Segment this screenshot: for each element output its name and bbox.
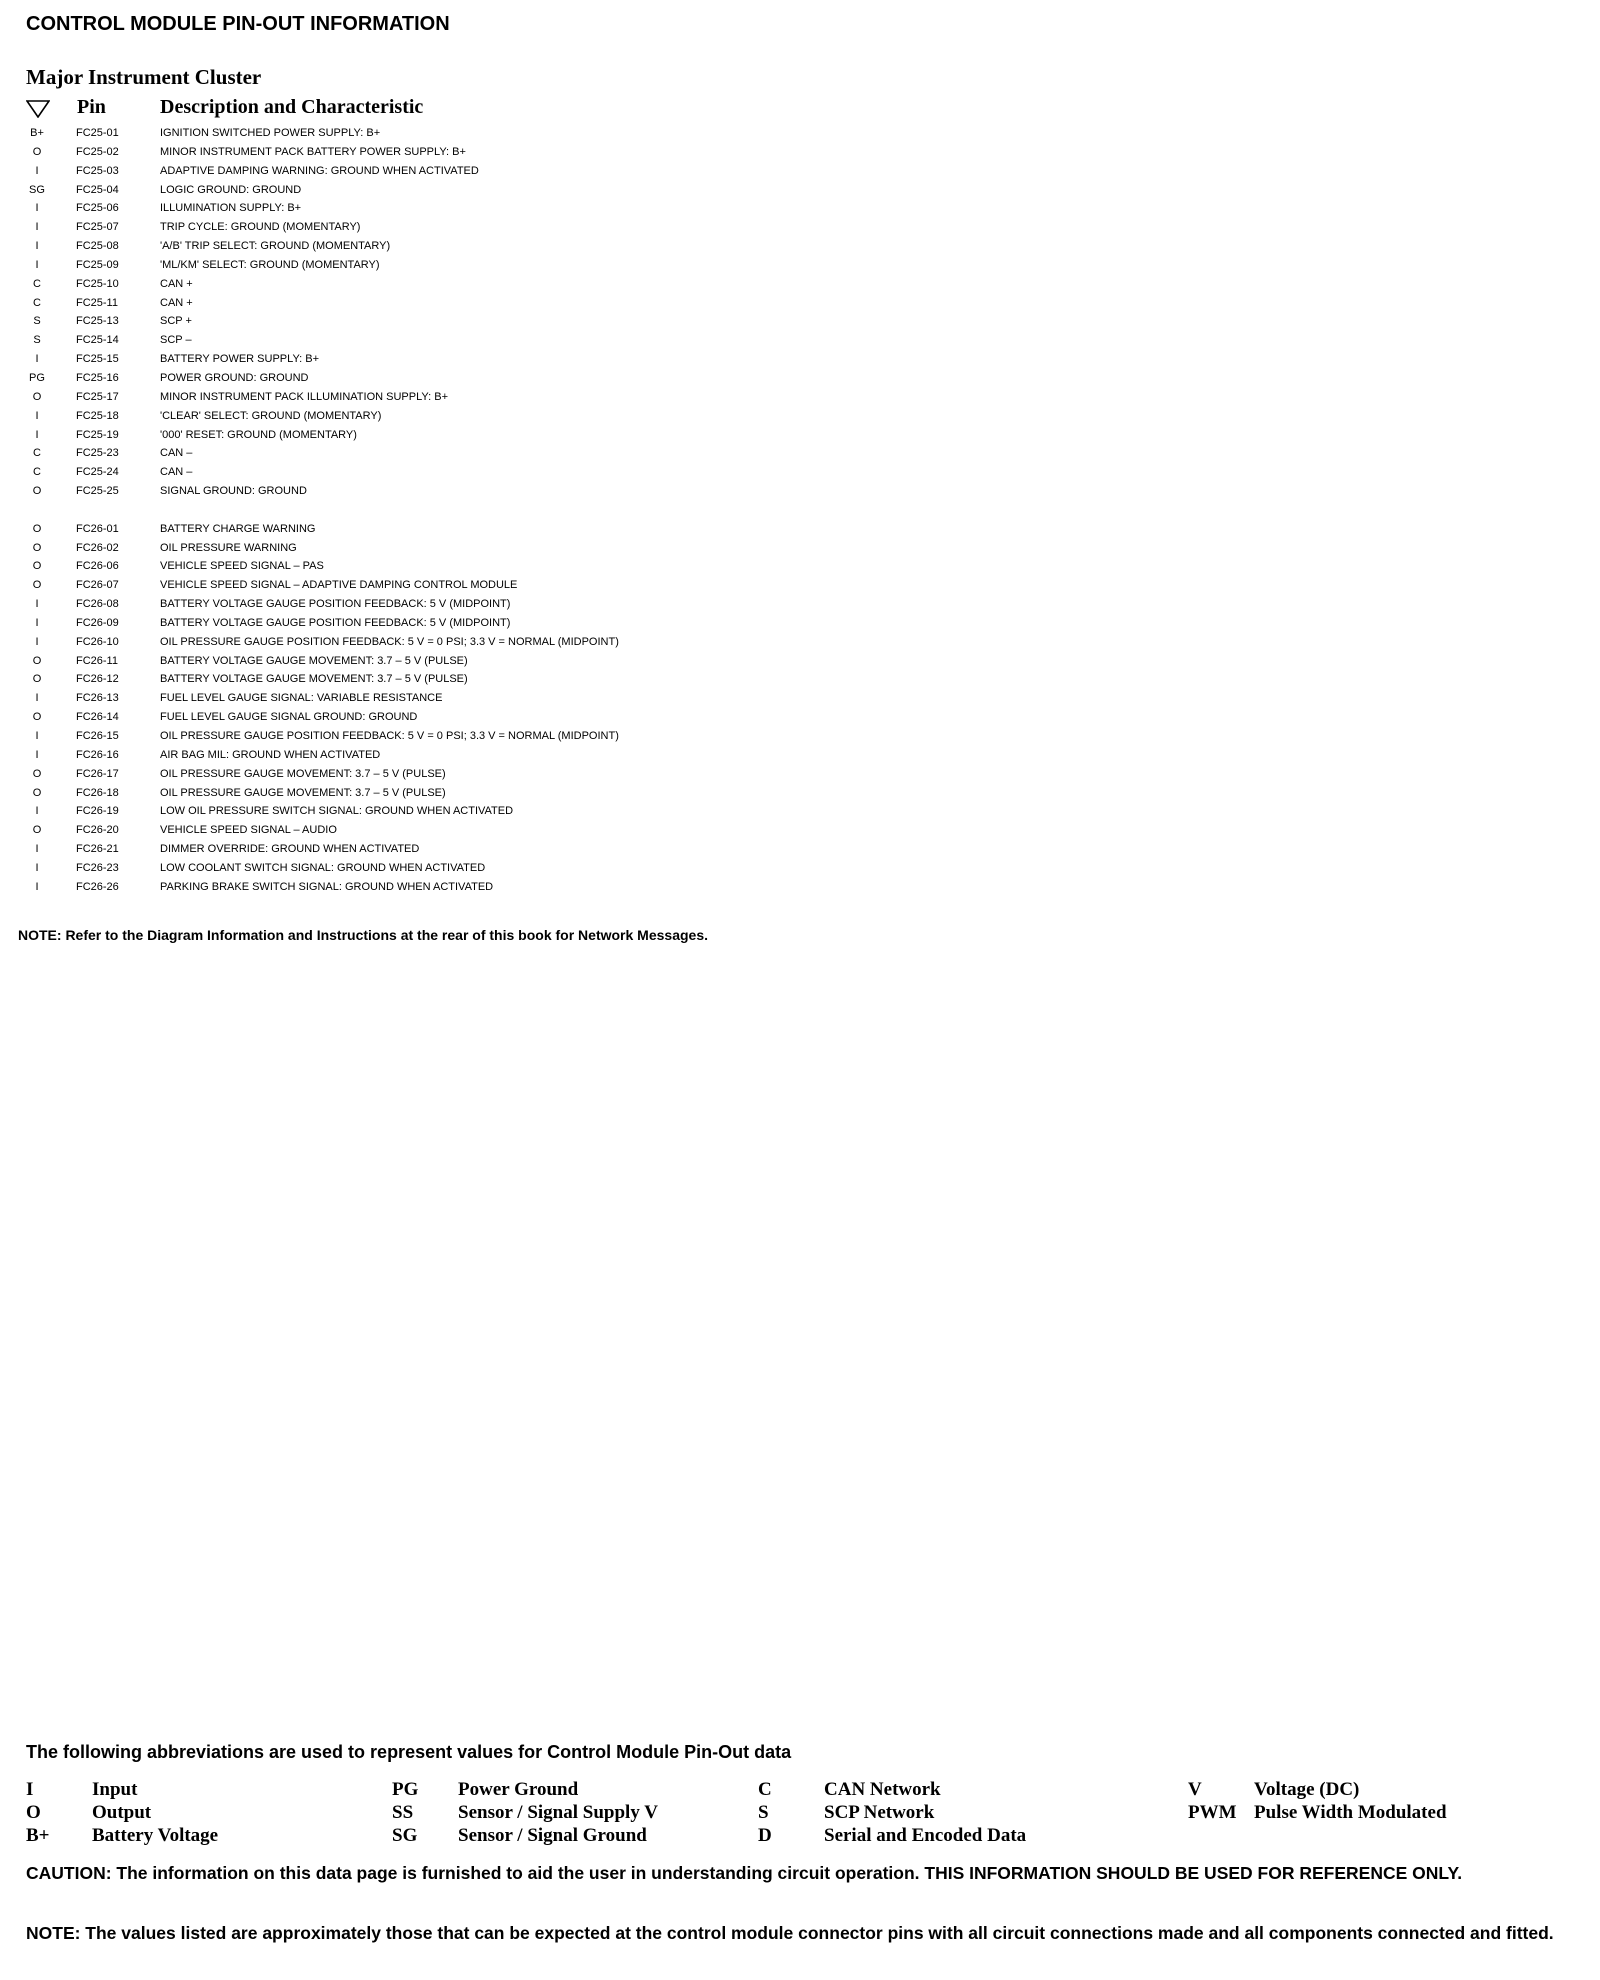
table-row — [0, 821, 760, 840]
pin-number: FC25-15 — [76, 353, 119, 366]
pin-type: S — [33, 334, 41, 347]
pinout-table — [0, 124, 760, 897]
pin-description: 'CLEAR' SELECT: GROUND (MOMENTARY) — [160, 409, 382, 422]
table-row — [0, 539, 760, 558]
pin-type: I — [35, 880, 39, 893]
page-title: CONTROL MODULE PIN-OUT INFORMATION — [26, 13, 450, 35]
pin-type: O — [32, 579, 42, 592]
table-row — [0, 520, 760, 539]
pin-type: C — [33, 466, 41, 479]
pin-type: PG — [29, 371, 45, 384]
pin-type: I — [35, 805, 39, 818]
table-row — [0, 727, 760, 746]
pin-type: I — [35, 730, 39, 742]
pin-number: FC26-23 — [76, 861, 119, 874]
pin-number: FC25-08 — [76, 240, 119, 253]
pin-description: MINOR INSTRUMENT PACK ILLUMINATION SUPPLY: B+ — [160, 390, 448, 403]
pin-description: '000' RESET: GROUND (MOMENTARY) — [160, 428, 357, 441]
abbreviation-meaning: Voltage (DC) — [1254, 1779, 1360, 1800]
table-row — [0, 388, 760, 407]
abbreviation-meaning: Pulse Width Modulated — [1254, 1802, 1447, 1823]
abbreviation-code: D — [758, 1825, 772, 1846]
abbreviation-code: C — [758, 1779, 772, 1800]
pin-number: FC26-20 — [76, 824, 119, 837]
pin-number: FC26-08 — [76, 598, 119, 611]
pin-number: FC26-10 — [76, 635, 119, 648]
pin-number: FC25-14 — [76, 334, 119, 347]
pin-number: FC26-02 — [76, 541, 119, 554]
table-row — [0, 463, 760, 482]
pin-type: O — [32, 390, 42, 403]
table-row — [0, 312, 760, 331]
column-header-description: Description and Characteristic — [160, 96, 424, 118]
caution-text: CAUTION: The information on this data page is furnished to aid the user in understanding circuit operation. THIS INFORMATION SHOULD BE USED FOR REFERENCE ONLY. — [26, 1863, 1463, 1883]
table-row — [0, 482, 760, 501]
pin-type: O — [32, 485, 42, 498]
pin-number: FC26-13 — [76, 692, 119, 705]
pin-type: C — [33, 277, 41, 290]
table-row — [0, 859, 760, 878]
pin-type: C — [33, 296, 41, 309]
pin-type: I — [35, 616, 39, 629]
pin-description: BATTERY VOLTAGE GAUGE POSITION FEEDBACK: 5 V (MIDPOINT) — [160, 598, 511, 611]
table-row — [0, 162, 760, 181]
pin-description: BATTERY POWER SUPPLY: B+ — [160, 353, 320, 366]
table-row — [0, 802, 760, 821]
table-row — [0, 426, 760, 445]
table-row — [0, 878, 760, 897]
pin-description: OIL PRESSURE GAUGE POSITION FEEDBACK: 5 V = 0 PSI; 3.3 V = NORMAL (MIDPOINT) — [160, 635, 619, 648]
pin-description: BATTERY VOLTAGE GAUGE MOVEMENT: 3.7 – 5 V (PULSE) — [160, 654, 468, 667]
abbreviation-meaning: Serial and Encoded Data — [824, 1825, 1027, 1846]
pin-number: FC26-16 — [76, 748, 119, 761]
table-row — [0, 708, 760, 727]
pin-number: FC25-11 — [76, 296, 118, 309]
abbreviation-meaning: SCP Network — [824, 1802, 935, 1823]
pin-number: FC26-12 — [76, 673, 119, 686]
pin-description: CAN – — [160, 447, 193, 460]
pin-type: I — [35, 221, 39, 234]
table-row — [0, 614, 760, 633]
pin-description: FUEL LEVEL GAUGE SIGNAL GROUND: GROUND — [160, 711, 418, 724]
table-row — [0, 124, 760, 143]
table-row — [0, 840, 760, 859]
pin-number: FC25-19 — [76, 428, 119, 441]
pin-type: B+ — [30, 127, 44, 139]
pin-description: DIMMER OVERRIDE: GROUND WHEN ACTIVATED — [160, 843, 420, 856]
pin-number: FC26-15 — [76, 730, 119, 742]
table-row — [0, 670, 760, 689]
pin-number: FC25-01 — [76, 127, 119, 139]
pin-number: FC26-01 — [76, 522, 119, 535]
abbreviation-meaning: Power Ground — [458, 1779, 579, 1800]
pin-description: IGNITION SWITCHED POWER SUPPLY: B+ — [160, 127, 381, 139]
table-row — [0, 765, 760, 784]
pin-description: LOW COOLANT SWITCH SIGNAL: GROUND WHEN ACTIVATED — [160, 861, 486, 874]
table-row — [0, 199, 760, 218]
pin-type: I — [35, 635, 39, 648]
pin-description: BATTERY VOLTAGE GAUGE MOVEMENT: 3.7 – 5 V (PULSE) — [160, 673, 468, 686]
pin-number: FC26-18 — [76, 786, 119, 799]
pin-description: CAN + — [160, 296, 193, 309]
abbreviation-code: I — [26, 1779, 34, 1800]
table-row — [0, 595, 760, 614]
table-row — [0, 237, 760, 256]
pin-number: FC26-21 — [76, 843, 119, 856]
abbreviation-code: V — [1188, 1779, 1202, 1800]
table-row — [0, 784, 760, 803]
pin-description: SIGNAL GROUND: GROUND — [160, 485, 307, 498]
table-row — [0, 369, 760, 388]
abbreviation-code: B+ — [26, 1825, 50, 1846]
abbreviation-meaning: Battery Voltage — [92, 1825, 219, 1846]
section-title: Major Instrument Cluster — [26, 65, 262, 89]
table-row — [0, 350, 760, 369]
pin-number: FC25-13 — [76, 315, 119, 328]
pin-number: FC25-23 — [76, 447, 119, 460]
pin-description: SCP + — [160, 315, 192, 328]
pin-description: SCP – — [160, 334, 192, 347]
pin-number: FC25-16 — [76, 371, 119, 384]
table-row — [0, 557, 760, 576]
pin-number: FC25-07 — [76, 221, 119, 234]
pin-description: VEHICLE SPEED SIGNAL – PAS — [160, 560, 324, 573]
abbreviation-code: O — [26, 1802, 41, 1823]
table-row — [0, 576, 760, 595]
pin-description: ILLUMINATION SUPPLY: B+ — [160, 202, 302, 215]
abbreviation-meaning: Input — [92, 1779, 138, 1800]
group-spacer — [0, 501, 760, 520]
table-row — [0, 633, 760, 652]
pin-description: TRIP CYCLE: GROUND (MOMENTARY) — [160, 221, 361, 234]
pin-type: O — [32, 654, 42, 667]
pin-description: MINOR INSTRUMENT PACK BATTERY POWER SUPPLY: B+ — [160, 145, 466, 158]
table-row — [0, 143, 760, 162]
pin-type: I — [35, 353, 39, 366]
table-row — [0, 444, 760, 463]
abbreviation-code: S — [758, 1802, 769, 1823]
pin-description: LOW OIL PRESSURE SWITCH SIGNAL: GROUND WHEN ACTIVATED — [160, 805, 514, 818]
pin-number: FC25-10 — [76, 277, 119, 290]
pin-description: CAN – — [160, 466, 193, 479]
table-row — [0, 181, 760, 200]
table-row — [0, 652, 760, 671]
pin-number: FC26-06 — [76, 560, 119, 573]
pin-description: BATTERY VOLTAGE GAUGE POSITION FEEDBACK: 5 V (MIDPOINT) — [160, 616, 511, 629]
abbreviation-meaning: CAN Network — [824, 1779, 941, 1800]
pin-type: I — [35, 409, 39, 422]
pin-type: I — [35, 258, 39, 271]
table-row — [0, 407, 760, 426]
table-row — [0, 746, 760, 765]
table-row — [0, 256, 760, 275]
pin-number: FC26-09 — [76, 616, 119, 629]
pin-description: LOGIC GROUND: GROUND — [160, 183, 302, 196]
pin-type: O — [32, 560, 42, 573]
pin-type: O — [32, 673, 42, 686]
table-row — [0, 331, 760, 350]
pin-type: S — [33, 315, 41, 328]
type-triangle-icon — [26, 100, 50, 118]
abbreviation-code: PWM — [1188, 1802, 1237, 1823]
pin-description: PARKING BRAKE SWITCH SIGNAL: GROUND WHEN ACTIVATED — [160, 880, 494, 893]
pin-type: I — [35, 428, 39, 441]
pin-type: I — [35, 202, 39, 215]
pin-description: OIL PRESSURE GAUGE MOVEMENT: 3.7 – 5 V (PULSE) — [160, 786, 446, 799]
pin-number: FC25-03 — [76, 164, 119, 177]
pin-description: 'ML/KM' SELECT: GROUND (MOMENTARY) — [160, 258, 380, 271]
pin-description: 'A/B' TRIP SELECT: GROUND (MOMENTARY) — [160, 240, 391, 253]
pin-number: FC25-02 — [76, 145, 119, 158]
abbreviation-code: SS — [392, 1802, 414, 1823]
table-row — [0, 218, 760, 237]
pin-number: FC26-17 — [76, 767, 119, 780]
pin-number: FC26-26 — [76, 880, 119, 893]
pin-number: FC26-19 — [76, 805, 119, 818]
pin-description: CAN + — [160, 277, 193, 290]
table-row — [0, 275, 760, 294]
pin-type: I — [35, 598, 39, 611]
pin-number: FC25-25 — [76, 485, 119, 498]
pin-number: FC25-06 — [76, 202, 119, 215]
values-note: NOTE: The values listed are approximately those that can be expected at the control module connector pins with all circuit connections made and all components connected and fitted. — [26, 1923, 1554, 1943]
pin-description: VEHICLE SPEED SIGNAL – AUDIO — [160, 824, 337, 837]
pin-type: O — [32, 522, 42, 535]
network-note: NOTE: Refer to the Diagram Information and Instructions at the rear of this book for Network Messages. — [18, 927, 708, 943]
pin-description: FUEL LEVEL GAUGE SIGNAL: VARIABLE RESISTANCE — [160, 692, 443, 705]
table-row — [0, 689, 760, 708]
pin-type: I — [35, 692, 39, 705]
pin-number: FC25-09 — [76, 258, 119, 271]
pin-description: BATTERY CHARGE WARNING — [160, 522, 316, 535]
pin-number: FC25-24 — [76, 466, 119, 479]
pin-type: I — [35, 748, 39, 761]
abbreviation-meaning: Output — [92, 1802, 152, 1823]
pin-description: POWER GROUND: GROUND — [160, 371, 309, 384]
pin-description: AIR BAG MIL: GROUND WHEN ACTIVATED — [160, 748, 381, 761]
pin-type: C — [33, 447, 41, 460]
pin-type: SG — [29, 183, 45, 196]
pin-type: O — [32, 786, 42, 799]
pin-type: O — [32, 824, 42, 837]
pin-description: OIL PRESSURE GAUGE MOVEMENT: 3.7 – 5 V (PULSE) — [160, 767, 446, 780]
pin-number: FC25-18 — [76, 409, 119, 422]
pin-type: I — [35, 164, 39, 177]
table-row — [0, 294, 760, 313]
abbreviations-intro: The following abbreviations are used to represent values for Control Module Pin-Out data — [26, 1742, 792, 1762]
pin-type: I — [35, 861, 39, 874]
pin-type: I — [35, 843, 39, 856]
pin-number: FC26-07 — [76, 579, 119, 592]
pin-number: FC25-17 — [76, 390, 119, 403]
pin-number: FC26-14 — [76, 711, 119, 724]
pin-description: OIL PRESSURE GAUGE POSITION FEEDBACK: 5 V = 0 PSI; 3.3 V = NORMAL (MIDPOINT) — [160, 730, 619, 742]
pin-type: O — [32, 767, 42, 780]
pin-description: OIL PRESSURE WARNING — [160, 541, 297, 554]
pin-type: O — [32, 145, 42, 158]
abbreviation-meaning: Sensor / Signal Ground — [458, 1825, 647, 1846]
pin-number: FC25-04 — [76, 183, 119, 196]
pin-type: I — [35, 240, 39, 253]
abbreviation-meaning: Sensor / Signal Supply V — [458, 1802, 658, 1823]
pin-type: O — [32, 711, 42, 724]
pin-description: VEHICLE SPEED SIGNAL – ADAPTIVE DAMPING CONTROL MODULE — [160, 579, 518, 592]
abbreviation-code: PG — [392, 1779, 419, 1800]
abbreviation-code: SG — [392, 1825, 418, 1846]
pin-description: ADAPTIVE DAMPING WARNING: GROUND WHEN ACTIVATED — [160, 164, 479, 177]
pin-number: FC26-11 — [76, 654, 118, 667]
pin-type: O — [32, 541, 42, 554]
column-header-pin: Pin — [77, 96, 106, 118]
